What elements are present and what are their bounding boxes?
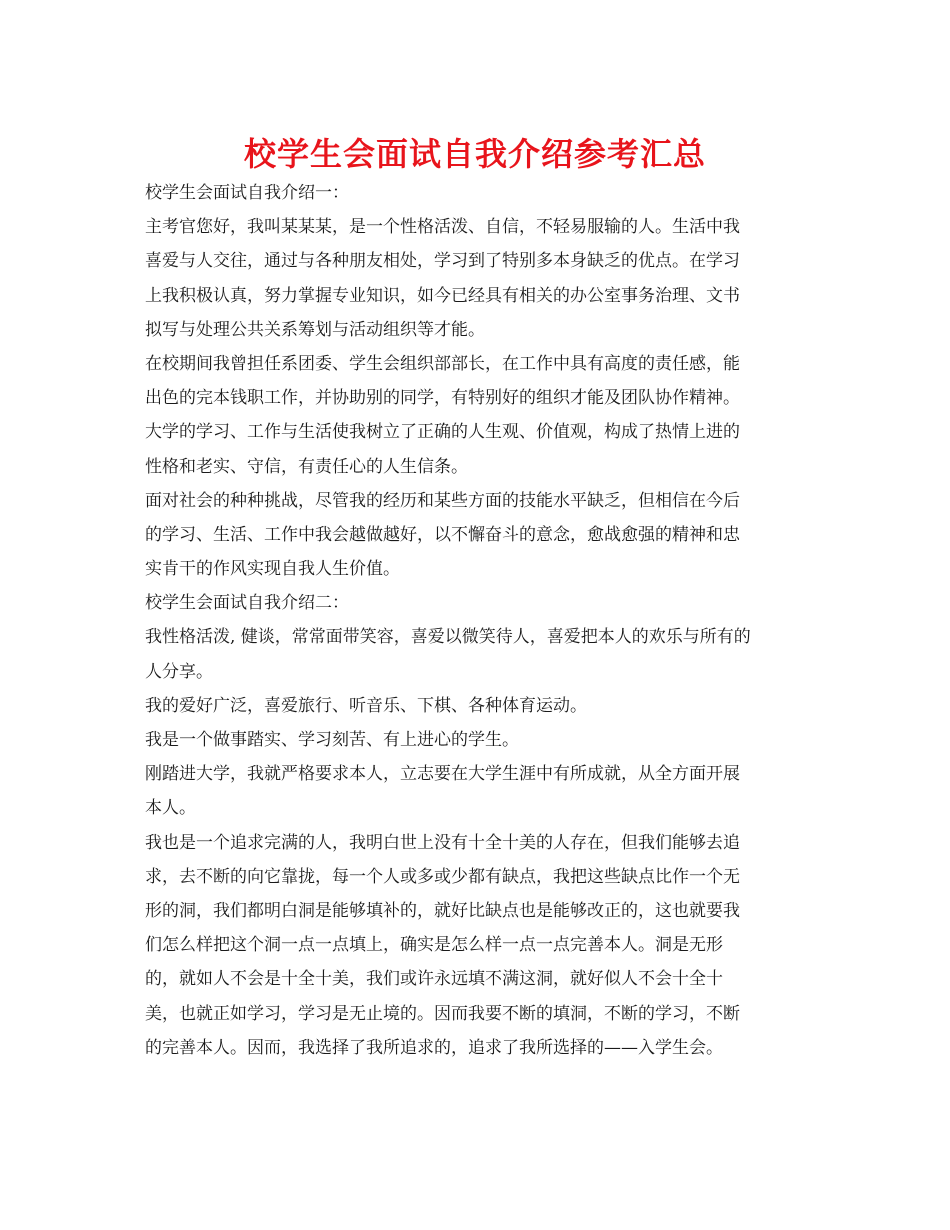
- text-line: 喜爱与人交往，通过与各种朋友相处，学习到了特别多本身缺乏的优点。在学习: [145, 251, 740, 272]
- text-line: 美，也就正如学习，学习是无止境的。因而我要不断的填洞，不断的学习，不断: [145, 1003, 740, 1024]
- text-line: 实肯干的作风实现自我人生价值。: [145, 559, 400, 580]
- text-line: 出色的完本钱职工作，并协助别的同学，有特别好的组织才能及团队协作精神。: [145, 388, 740, 409]
- text-line: 人分享。: [145, 661, 213, 682]
- text-line: 刚踏进大学，我就严格要求本人，立志要在大学生涯中有所成就，从全方面开展: [145, 764, 740, 785]
- text-line: 的学习、生活、工作中我会越做越好，以不懈奋斗的意念，愈战愈强的精神和忠: [145, 524, 740, 545]
- text-line: 主考官您好，我叫某某某，是一个性格活泼、自信，不轻易服输的人。生活中我: [145, 217, 740, 238]
- text-line: 我也是一个追求完满的人，我明白世上没有十全十美的人存在，但我们能够去追: [145, 832, 740, 853]
- text-line: 校学生会面试自我介绍一：: [145, 183, 349, 203]
- text-line: 在校期间我曾担任系团委、学生会组织部部长，在工作中具有高度的责任感，能: [145, 353, 740, 374]
- document-title: 校学生会面试自我介绍参考汇总: [243, 135, 706, 173]
- text-line: 上我积极认真，努力掌握专业知识，如今已经具有相关的办公室事务治理、文书: [145, 285, 740, 306]
- text-line: 面对社会的种种挑战，尽管我的经历和某些方面的技能水平缺乏，但相信在今后: [145, 490, 740, 511]
- text-line: 我性格活泼, 健谈，常常面带笑容，喜爱以微笑待人，喜爱把本人的欢乐与所有的: [145, 627, 751, 648]
- text-line: 求，去不断的向它靠拢，每一个人或多或少都有缺点，我把这些缺点比作一个无: [145, 866, 740, 887]
- text-line: 们怎么样把这个洞一点一点填上，确实是怎么样一点一点完善本人。洞是无形: [145, 935, 723, 956]
- text-line: 性格和老实、守信，有责任心的人生信条。: [145, 456, 468, 477]
- text-line: 我是一个做事踏实、学习刻苦、有上进心的学生。: [145, 730, 519, 750]
- text-line: 的，就如人不会是十全十美，我们或许永远填不满这洞，就好似人不会十全十: [145, 969, 723, 990]
- text-line: 我的爱好广泛，喜爱旅行、听音乐、下棋、各种体育运动。: [145, 695, 587, 716]
- document-body: [145, 176, 805, 1065]
- text-line: 的完善本人。因而，我选择了我所追求的，追求了我所选择的——入学生会。: [145, 1037, 723, 1058]
- text-line: 本人。: [145, 798, 196, 819]
- text-line: 大学的学习、工作与生活使我树立了正确的人生观、价值观，构成了热情上进的: [145, 422, 740, 443]
- text-line: 形的洞，我们都明白洞是能够填补的，就好比缺点也是能够改正的，这也就要我: [145, 900, 740, 921]
- text-line: 校学生会面试自我介绍二：: [145, 593, 349, 614]
- text-line: 拟写与处理公共关系筹划与活动组织等才能。: [145, 319, 485, 340]
